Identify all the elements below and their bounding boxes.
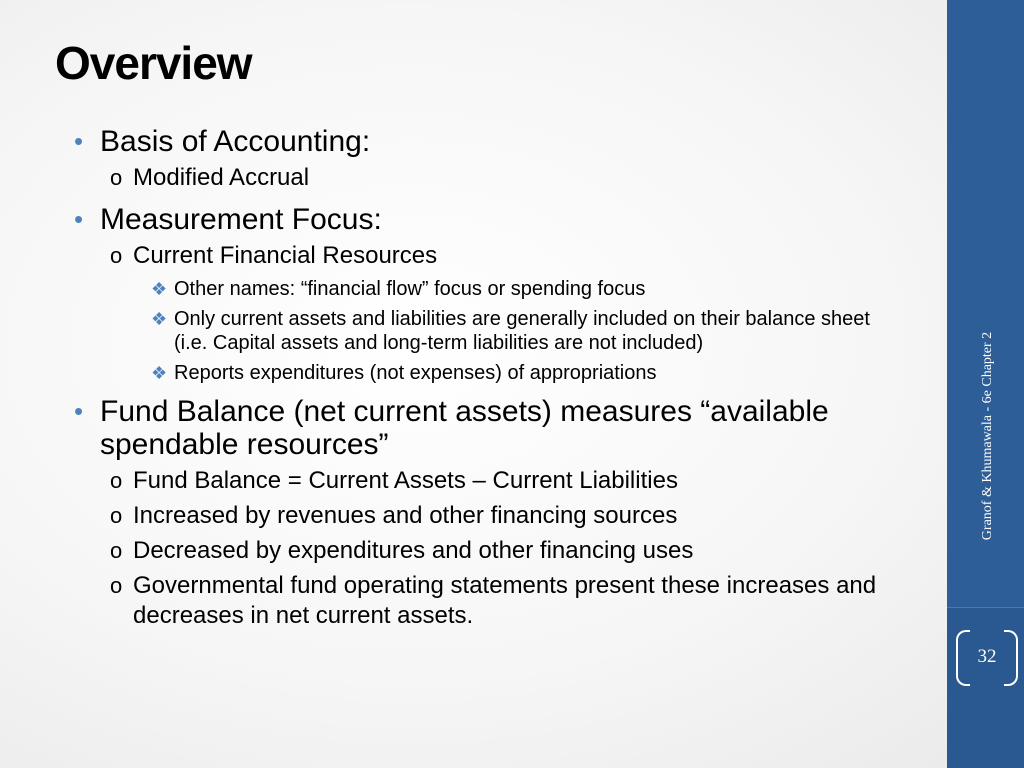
slide-title: Overview [55,37,252,89]
bullet-marker: • [74,204,84,234]
bullet-text: Reports expenditures (not expenses) of appropriations [174,362,657,384]
bullet-marker: ❖ [151,363,168,383]
bullet-text: Governmental fund operating statements present these increases and decreases in net current assets. [133,572,877,629]
bullet-text: Increased by revenues and other financing sources [133,502,678,529]
bullet-item [72,241,902,271]
bullet-text: Fund Balance = Current Assets – Current Liabilities [133,467,678,494]
bullet-item [72,203,902,236]
bullet-marker: • [74,126,84,156]
bullet-item [72,307,902,355]
bullet-marker: • [74,396,84,426]
bullet-marker: o [110,243,123,268]
bullet-item [72,125,902,158]
bullet-item [72,501,902,531]
bullet-text: Measurement Focus: [100,203,382,236]
bullet-item [72,571,902,631]
bullet-marker: o [110,538,123,563]
bullet-text: Decreased by expenditures and other financing uses [133,537,694,564]
bullet-text: Current Financial Resources [133,242,438,269]
page-number: 32 [977,646,997,667]
bullet-text: Fund Balance (net current assets) measures “available spendable resources” [100,395,829,461]
bullet-text: Modified Accrual [133,164,310,191]
bullet-marker: o [110,165,123,190]
bullet-item [72,395,902,461]
bullet-list [72,125,902,631]
bullet-item [72,536,902,566]
bullet-item [72,163,902,193]
bullet-item [72,277,902,301]
bullet-marker: ❖ [151,309,168,329]
footer-text: Granof & Khumawala - 6e Chapter 2 [980,331,995,541]
bullet-text: Other names: “financial flow” focus or spending focus [174,278,646,300]
bullet-marker: o [110,503,123,528]
bullet-text: Only current assets and liabilities are generally included on their balance sheet (i.e. Capital assets and long-term liabilities are not included) [174,308,870,354]
bullet-item [72,361,902,385]
bullet-text: Basis of Accounting: [100,125,371,158]
bullet-marker: o [110,573,123,598]
bullet-item [72,466,902,496]
page-number-box [956,630,1018,684]
bullet-marker: o [110,468,123,493]
bullet-marker: ❖ [151,279,168,299]
